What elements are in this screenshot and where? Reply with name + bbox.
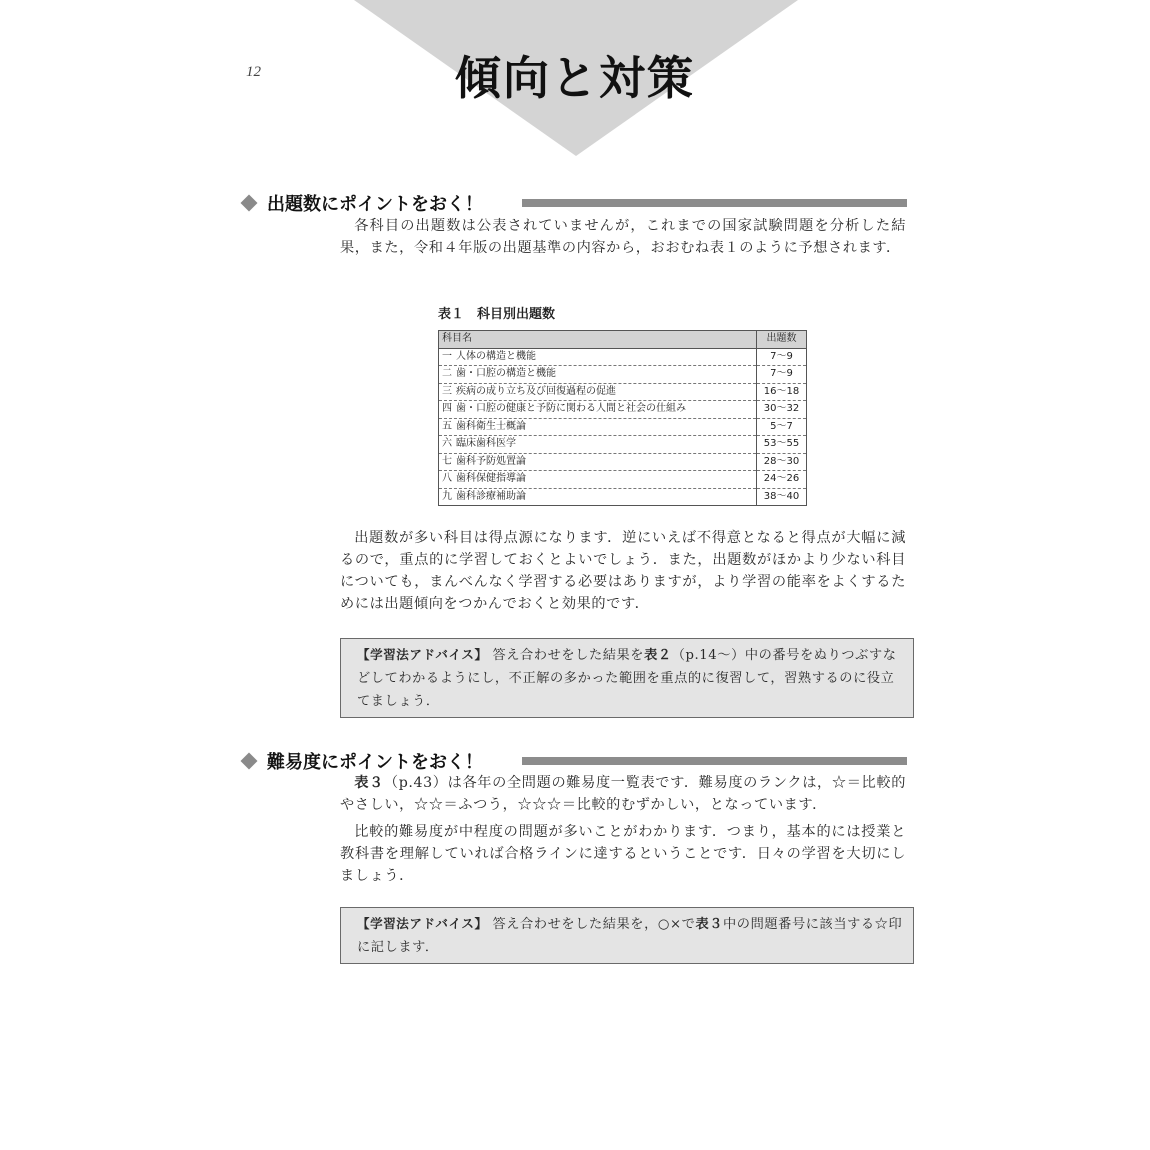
subject-name: 歯科診療補助論 [456,490,526,502]
row-number: 八 [442,473,452,485]
table-row [439,488,807,506]
body-paragraph: 出題数が多い科目は得点源になります．逆にいえば不得意となると得点が大幅に減るので，重点的に学習しておくとよいでしょう．また，出題数がほかより少ない科目についても，まんべんなく学習する必要はありますが，より学習の能率をよくするためには出題傾向をつかんでおくと効果的です． [340,530,906,612]
table-row [439,453,807,471]
table-caption: 表１ 科目別出題数 [438,307,556,322]
subject-cell [439,453,757,471]
row-number: 四 [442,403,452,415]
section-heading-label: 出題数にポイントをおく！ [267,194,483,215]
subject-name: 歯・口腔の構造と機能 [456,368,556,380]
diamond-bullet-icon [241,195,258,212]
subject-cell [439,418,757,436]
table-row [439,366,807,384]
subject-name: 歯・口腔の健康と予防に関わる人間と社会の仕組み [456,403,686,415]
subject-name: 疾病の成り立ち及び回復過程の促進 [456,385,616,397]
count-cell: 30～32 [757,401,807,419]
count-cell: 28～30 [757,453,807,471]
count-cell: 7～9 [757,348,807,366]
advice-text-continued: 中の問題番号に該当する☆印に記します． [357,917,903,955]
page-title: 傾向と対策 [455,51,695,105]
subject-cell [439,348,757,366]
count-cell: 5～7 [757,418,807,436]
difficulty-paragraph-2: 比較的難易度が中程度の問題が多いことがわかります．つまり，基本的には授業と教科書を理解していれば合格ラインに達するということです．日々の学習を大切にしましょう． [340,824,906,884]
count-cell: 16～18 [757,383,807,401]
heading-rule [522,199,907,207]
intro-paragraph: 各科目の出題数は公表されていませんが，これまでの国家試験問題を分析した結果，また，令和４年版の出題基準の内容から，おおむね表１のように予想されます． [340,218,906,256]
count-cell: 7～9 [757,366,807,384]
difficulty-paragraph-1 [340,772,906,816]
subject-name: 臨床歯科医学 [456,438,516,450]
row-number: 七 [442,455,452,467]
row-number: 九 [442,490,452,502]
diamond-bullet-icon [241,753,258,770]
row-number: 六 [442,438,452,450]
advice-tag: 【学習法アドバイス】 [357,647,488,662]
row-number: 一 [442,350,452,362]
subject-cell [439,488,757,506]
advice-box-1 [340,638,914,718]
advice-text-continued: （p.14～）中の番号をぬりつぶすなどしてわかるようにし，不正解の多かった範囲を重点的に復習して，習熟するのに役立てましょう． [357,648,897,709]
table-row [439,383,807,401]
page-number: 12 [246,64,261,80]
row-number: 三 [442,385,452,397]
table-reference: 表３ [354,775,384,791]
table-row [439,348,807,366]
heading-rule [522,757,907,765]
advice-tag: 【学習法アドバイス】 [357,916,488,931]
table-row [439,418,807,436]
count-cell: 24～26 [757,471,807,489]
advice-text: 答え合わせをした結果を，○×で [492,917,696,932]
count-column-header: 出題数 [757,331,807,349]
count-cell: 53～55 [757,436,807,454]
subject-count-table [438,330,807,506]
subject-cell [439,366,757,384]
table-reference: 表２ [644,648,672,663]
subject-cell [439,436,757,454]
row-number: 二 [442,368,452,380]
subject-cell [439,401,757,419]
section-heading-label: 難易度にポイントをおく！ [267,752,483,773]
table-header-row [439,331,807,349]
difficulty-text: （p.43）は各年の全問題の難易度一覧表です．難易度のランクは，☆＝比較的やさしい，☆☆＝ふつう，☆☆☆＝比較的むずかしい，となっています． [340,775,906,813]
section-heading-question-count [243,190,907,216]
table-row [439,436,807,454]
advice-text: 答え合わせをした結果を [492,648,645,663]
table-row [439,401,807,419]
subject-cell [439,471,757,489]
subject-cell [439,383,757,401]
subject-name: 歯科予防処置論 [456,455,526,467]
subject-name: 歯科保健指導論 [456,473,526,485]
section-heading-difficulty [243,748,907,774]
count-cell: 38～40 [757,488,807,506]
subject-column-header: 科目名 [439,331,757,349]
subject-name: 歯科衛生士概論 [456,420,526,432]
row-number: 五 [442,420,452,432]
advice-box-2 [340,907,914,964]
table-row [439,471,807,489]
subject-name: 人体の構造と機能 [456,350,536,362]
table-reference: 表３ [695,917,724,932]
